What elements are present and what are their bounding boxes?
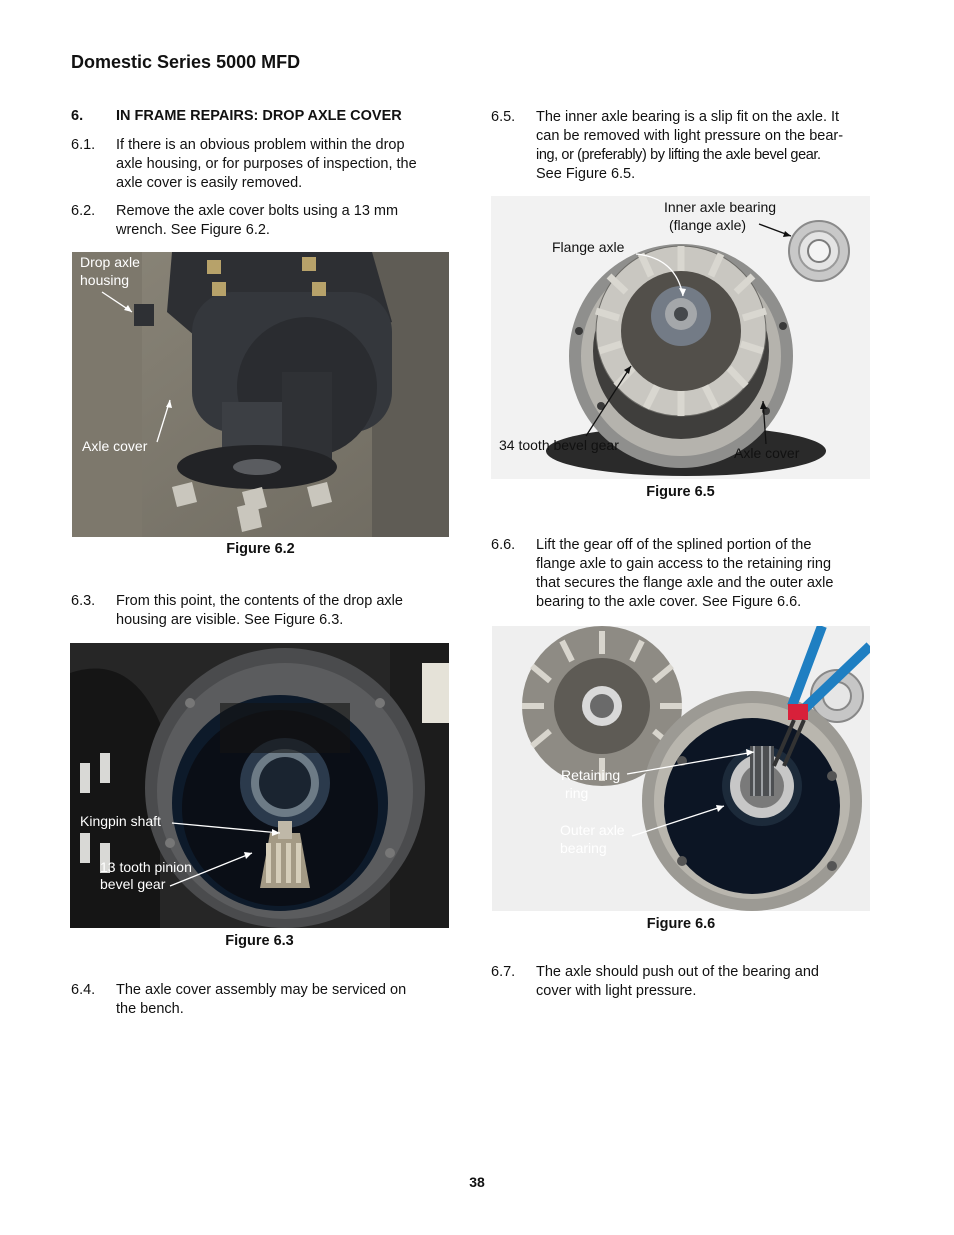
text-line: ing, or (preferably) by lifting the axle bevel gear. (536, 147, 821, 163)
label-13-tooth-pinion: 13 tooth pinion (100, 859, 192, 875)
section-number: 6. (71, 108, 84, 124)
label-housing: housing (80, 272, 130, 288)
figure-6-2-caption: Figure 6.2 (226, 541, 295, 557)
step-text (536, 963, 819, 1001)
text-line: bearing to the axle cover. See Figure 6.6. (536, 594, 802, 610)
label-drop-axle: Drop axle (80, 254, 140, 270)
label-flange-axle-paren: (flange axle) (669, 217, 747, 233)
step-text (116, 592, 403, 630)
label-34-tooth-bevel-gear: 34 tooth bevel gear (499, 437, 619, 453)
step-text (536, 108, 843, 184)
label-ring: ring (565, 785, 589, 801)
text-line: From this point, the contents of the drop axle (116, 593, 403, 609)
step-number: 6.5. (491, 109, 516, 125)
text-line: wrench. See Figure 6.2. (116, 222, 270, 238)
section-title: IN FRAME REPAIRS: DROP AXLE COVER (116, 108, 402, 124)
text-line: cover with light pressure. (536, 983, 697, 999)
text-line: the bench. (116, 1001, 184, 1017)
label-outer-axle: Outer axle (560, 822, 625, 838)
figure-6-6-caption: Figure 6.6 (646, 916, 716, 932)
text-line: If there is an obvious problem within the drop (116, 137, 405, 153)
figure-6-6-arrows (492, 626, 870, 911)
text-line: axle housing, or for purposes of inspection, the (116, 156, 417, 172)
label-axle-cover-65: Axle cover (734, 445, 800, 461)
figure-6-5-arrows (491, 196, 870, 479)
step-text (116, 136, 417, 193)
label-bearing: bearing (560, 840, 607, 856)
text-line: that secures the flange axle and the outer axle (536, 575, 834, 591)
text-line: See Figure 6.5. (536, 166, 636, 182)
text-line: axle cover is easily removed. (116, 175, 303, 191)
text-line: The axle should push out of the bearing and (536, 964, 819, 980)
page-number: 38 (469, 1174, 485, 1190)
step-number: 6.7. (491, 964, 516, 980)
text-line: The inner axle bearing is a slip fit on the axle. It (536, 109, 840, 125)
label-kingpin-shaft: Kingpin shaft (80, 813, 161, 829)
label-inner-axle-bearing: Inner axle bearing (664, 199, 777, 215)
step-text (536, 536, 833, 612)
step-number: 6.2. (71, 203, 96, 219)
label-retaining: Retaining (561, 767, 621, 783)
figure-6-2-arrows (72, 252, 449, 537)
figure-6-3-arrows (70, 643, 449, 928)
text-line: housing are visible. See Figure 6.3. (116, 612, 344, 628)
figure-6-5-caption: Figure 6.5 (646, 484, 715, 500)
document-title: Domestic Series 5000 MFD (71, 52, 301, 72)
label-flange-axle: Flange axle (552, 239, 625, 255)
text-line: Lift the gear off of the splined portion of the (536, 537, 812, 553)
step-number: 6.4. (71, 982, 96, 998)
text-line: The axle cover assembly may be serviced on (116, 982, 407, 998)
figure-6-3-caption: Figure 6.3 (225, 933, 294, 949)
step-number: 6.1. (71, 137, 96, 153)
step-number: 6.6. (491, 537, 516, 553)
text-line: Remove the axle cover bolts using a 13 mm (116, 203, 399, 219)
step-text (116, 981, 406, 1019)
step-text (116, 202, 398, 240)
text-line: can be removed with light pressure on the bear- (536, 128, 844, 144)
step-number: 6.3. (71, 593, 96, 609)
label-axle-cover: Axle cover (82, 438, 148, 454)
label-bevel-gear: bevel gear (100, 876, 166, 892)
text-line: flange axle to gain access to the retaining ring (536, 556, 832, 572)
